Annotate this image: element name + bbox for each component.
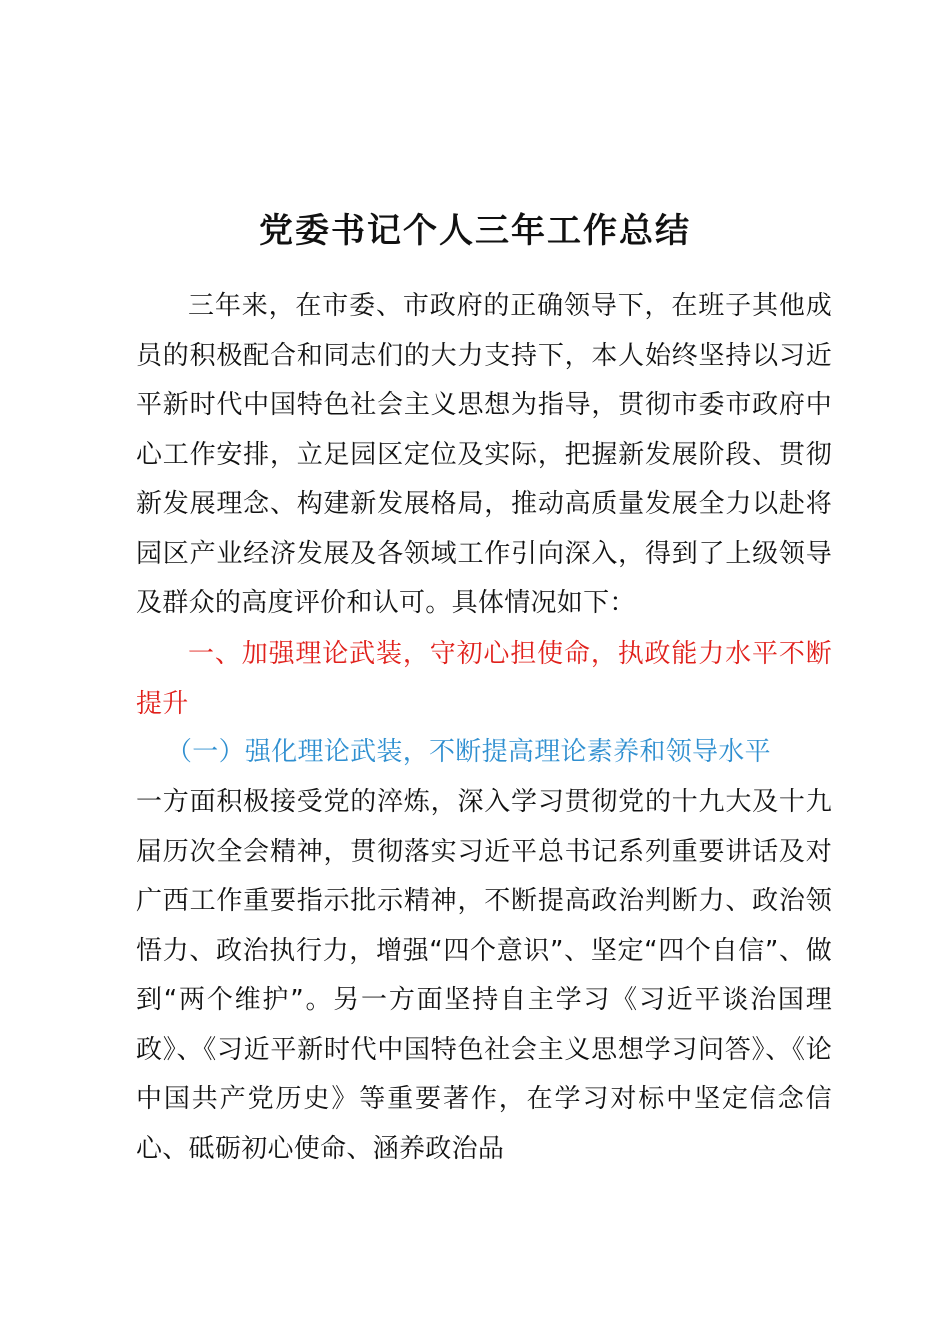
document-title: 党委书记个人三年工作总结 (259, 211, 691, 251)
section-heading-1: 一、加强理论武装，守初心担使命，执政能力水平不断提升 (136, 639, 832, 719)
subsection-heading-1: （一）强化理论武装，不断提高理论素养和领导水平 (166, 737, 771, 767)
intro-paragraph: 三年来，在市委、市政府的正确领导下，在班子其他成员的积极配合和同志们的大力支持下，本人始终坚持以习近平新时代中国特色社会主义思想为指导，贯彻市委市政府中心工作安排，立足园区定位及实际，把握新发展阶段、贯彻新发展理念、构建新发展格局，推动高质量发展全力以赴将园区产业经济发展及各领域工作引向深入，得到了上级领导及群众的高度评价和认可。具体情况如下： (136, 291, 832, 618)
subsection-paragraph-1: 一方面积极接受党的淬炼，深入学习贯彻党的十九大及十九届历次全会精神，贯彻落实习近平总书记系列重要讲话及对广西工作重要指示批示精神，不断提高政治判断力、政治领悟力、政治执行力，增强“四个意识”、坚定“四个自信”、做到“两个维护”。另一方面坚持自主学习《习近平谈治国理政》、《习近平新时代中国特色社会主义思想学习问答》、《论中国共产党历史》等重要著作，在学习对标中坚定信念信心、砥砺初心使命、涵养政治品 (136, 787, 832, 1164)
